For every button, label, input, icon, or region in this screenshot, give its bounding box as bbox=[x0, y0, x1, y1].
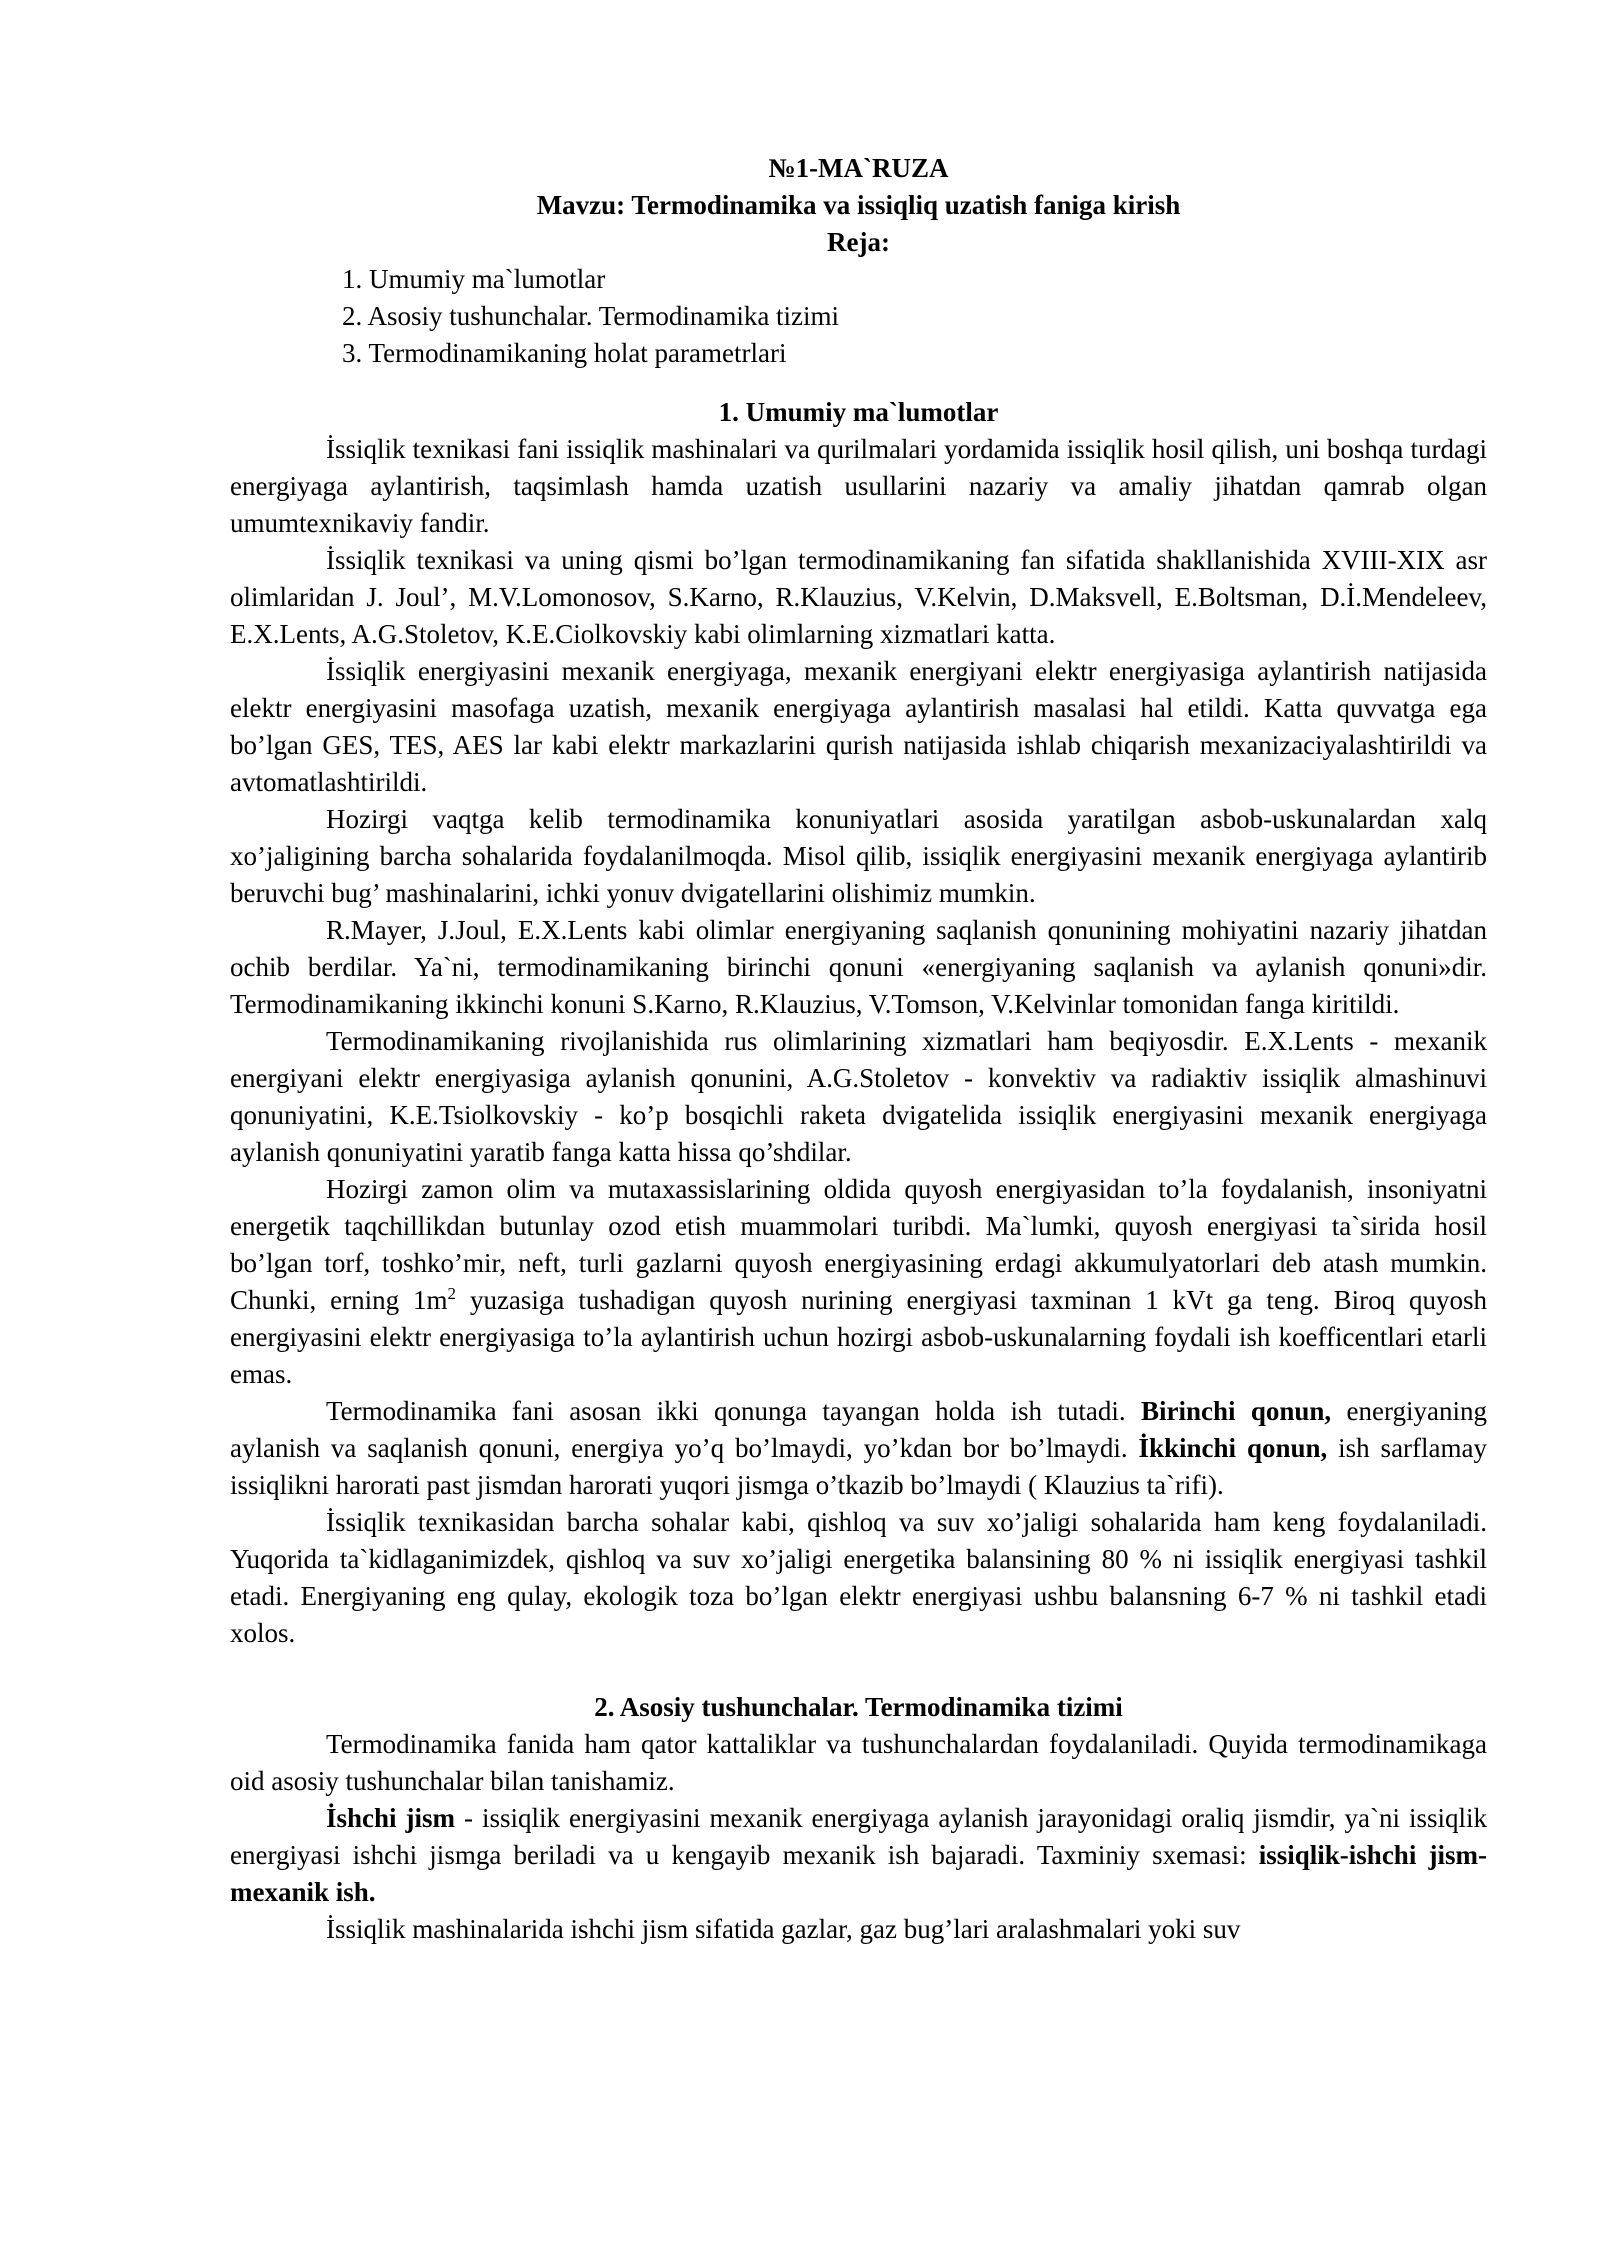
section-2-title: 2. Asosiy tushunchalar. Termodinamika tizimi bbox=[594, 1692, 1123, 1722]
superscript: 2 bbox=[447, 1284, 457, 1303]
lecture-number: №1-MA`RUZA bbox=[768, 153, 949, 183]
bold-term: İkkinchi qonun, bbox=[1138, 1433, 1328, 1463]
text-run: - issiqlik energiyasini mexanik energiyaga aylanish jarayonidagi oraliq jismdir, ya`ni issiqlik energiyasi ishchi jismga beriladi va u kengayib mexanik ish bajaradi. Taxminiy sxemasi: bbox=[230, 1803, 1487, 1870]
paragraph: İssiqlik texnikasi va uning qismi bo’lgan termodinamikaning fan sifatida shakllanishida XVIII-XIX asr olimlaridan J. Joul’, M.V.Lomonosov, S.Karno, R.Klauzius, V.Kelvin, D.Maksvell, E.Boltsman, D.İ.Mendeleev, E.X.Lents, A.G.Stoletov, K.E.Ciolkovskiy kabi olimlarning xizmatlari katta. bbox=[230, 545, 1487, 649]
paragraph bbox=[230, 1171, 1487, 1393]
text-run: ish sarflamay issiqlikni harorati past jismdan harorati yuqori jismga o’tkazib bo’lmaydi ( Klauzius ta`rifi). bbox=[230, 1433, 1488, 1500]
plan-title: Reja: bbox=[827, 227, 890, 257]
plan-item: 1. Umumiy ma`lumotlar bbox=[342, 264, 606, 294]
plan-item: 2. Asosiy tushunchalar. Termodinamika tizimi bbox=[342, 301, 840, 331]
paragraph: Termodinamika fanida ham qator kattaliklar va tushunchalardan foydalaniladi. Quyida termodinamikaga oid asosiy tushunchalar bilan tanishamiz. bbox=[230, 1729, 1487, 1796]
text-run: energiyaning aylanish va saqlanish qonuni, energiya yo’q bo’lmaydi, yo’kdan bor bo’lmaydi. bbox=[230, 1396, 1488, 1463]
paragraph: Termodinamikaning rivojlanishida rus olimlarining xizmatlari ham beqiyosdir. E.X.Lents - mexanik energiyani elektr energiyasiga aylanish qonunini, A.G.Stoletov - konvektiv va radiaktiv issiqlik almashinuvi qonuniyatini, K.E.Tsiolkovskiy - ko’p bosqichli raketa dvigatelida issiqlik energiyasini mexanik energiyaga aylanish qonuniyatini yaratib fanga katta hissa qo’shdilar. bbox=[230, 1026, 1487, 1167]
paragraph bbox=[230, 1393, 1487, 1504]
text-run: Termodinamika fani asosan ikki qonunga tayangan holda ish tutadi. bbox=[326, 1396, 1141, 1426]
section-1-title: 1. Umumiy ma`lumotlar bbox=[718, 397, 999, 427]
bold-term: İshchi jism bbox=[326, 1803, 456, 1833]
paragraph: İssiqlik texnikasi fani issiqlik mashinalari va qurilmalari yordamida issiqlik hosil qilish, uni boshqa turdagi energiyaga aylantirish, taqsimlash hamda uzatish usullarini nazariy va amaliy jihatdan qamrab olgan umumtexnikaviy fandir. bbox=[230, 434, 1487, 538]
lecture-topic: Mavzu: Termodinamika va issiqliq uzatish faniga kirish bbox=[536, 190, 1181, 220]
bold-term: Birinchi qonun, bbox=[1140, 1396, 1332, 1426]
paragraph: İssiqlik texnikasidan barcha sohalar kabi, qishloq va suv xo’jaligi sohalarida ham keng foydalaniladi. Yuqorida ta`kidlaganimizdek, qishloq va suv xo’jaligi energetika balansining 80 % ni issiqlik energiyasi tashkil etadi. Energiyaning eng qulay, ekologik toza bo’lgan elektr energiyasi ushbu balansning 6-7 % ni tashkil etadi xolos. bbox=[230, 1507, 1487, 1648]
paragraph: İssiqlik energiyasini mexanik energiyaga, mexanik energiyani elektr energiyasiga aylantirish natijasida elektr energiyasini masofaga uzatish, mexanik energiyaga aylantirish masalasi hal etildi. Katta quvvatga ega bo’lgan GES, TES, AES lar kabi elektr markazlarini qurish natijasida ishlab chiqarish mexanizaciyalashtirildi va avtomatlashtirildi. bbox=[230, 656, 1487, 797]
paragraph: Hozirgi vaqtga kelib termodinamika konuniyatlari asosida yaratilgan asbob-uskunalardan xalq xo’jaligining barcha sohalarida foydalanilmoqda. Misol qilib, issiqlik energiyasini mexanik energiyaga aylantirib beruvchi bug’ mashinalarini, ichki yonuv dvigatellarini olishimiz mumkin. bbox=[230, 804, 1487, 908]
paragraph bbox=[230, 1800, 1487, 1911]
plan-list bbox=[230, 261, 1487, 372]
paragraph: İssiqlik mashinalarida ishchi jism sifatida gazlar, gaz bug’lari aralashmalari yoki suv bbox=[326, 1914, 1241, 1944]
text-run: Hozirgi zamon olim va mutaxassislarining oldida quyosh energiyasidan to’la foydalanish, insoniyatni energetik taqchillikdan butunlay ozod etish muammolari turibdi. Ma`lumki, quyosh energiyasi ta`sirida hosil bo’lgan torf, toshko’mir, neft, turli gazlarni quyosh energiyasining erdagi akkumulyatorlari deb atash mumkin. Chunki, erning 1m bbox=[230, 1174, 1487, 1315]
text-run: yuzasiga tushadigan quyosh nurining energiyasi taxminan 1 kVt ga teng. Biroq quyosh energiyasini elektr energiyasiga to’la aylantirish uchun hozirgi asbob-uskunalarning foydali ish koefficentlari etarli emas. bbox=[230, 1285, 1487, 1389]
plan-item: 3. Termodinamikaning holat parametrlari bbox=[342, 338, 787, 368]
document-page bbox=[230, 150, 1487, 1948]
paragraph: R.Mayer, J.Joul, E.X.Lents kabi olimlar energiyaning saqlanish qonunining mohiyatini nazariy jihatdan ochib berdilar. Ya`ni, termodinamikaning birinchi qonuni «energiyaning saqlanish va aylanish qonuni»dir. Termodinamikaning ikkinchi konuni S.Karno, R.Klauzius, V.Tomson, V.Kelvinlar tomonidan fanga kiritildi. bbox=[230, 915, 1487, 1019]
bold-term: issiqlik-ishchi jism- mexanik ish. bbox=[230, 1840, 1487, 1907]
